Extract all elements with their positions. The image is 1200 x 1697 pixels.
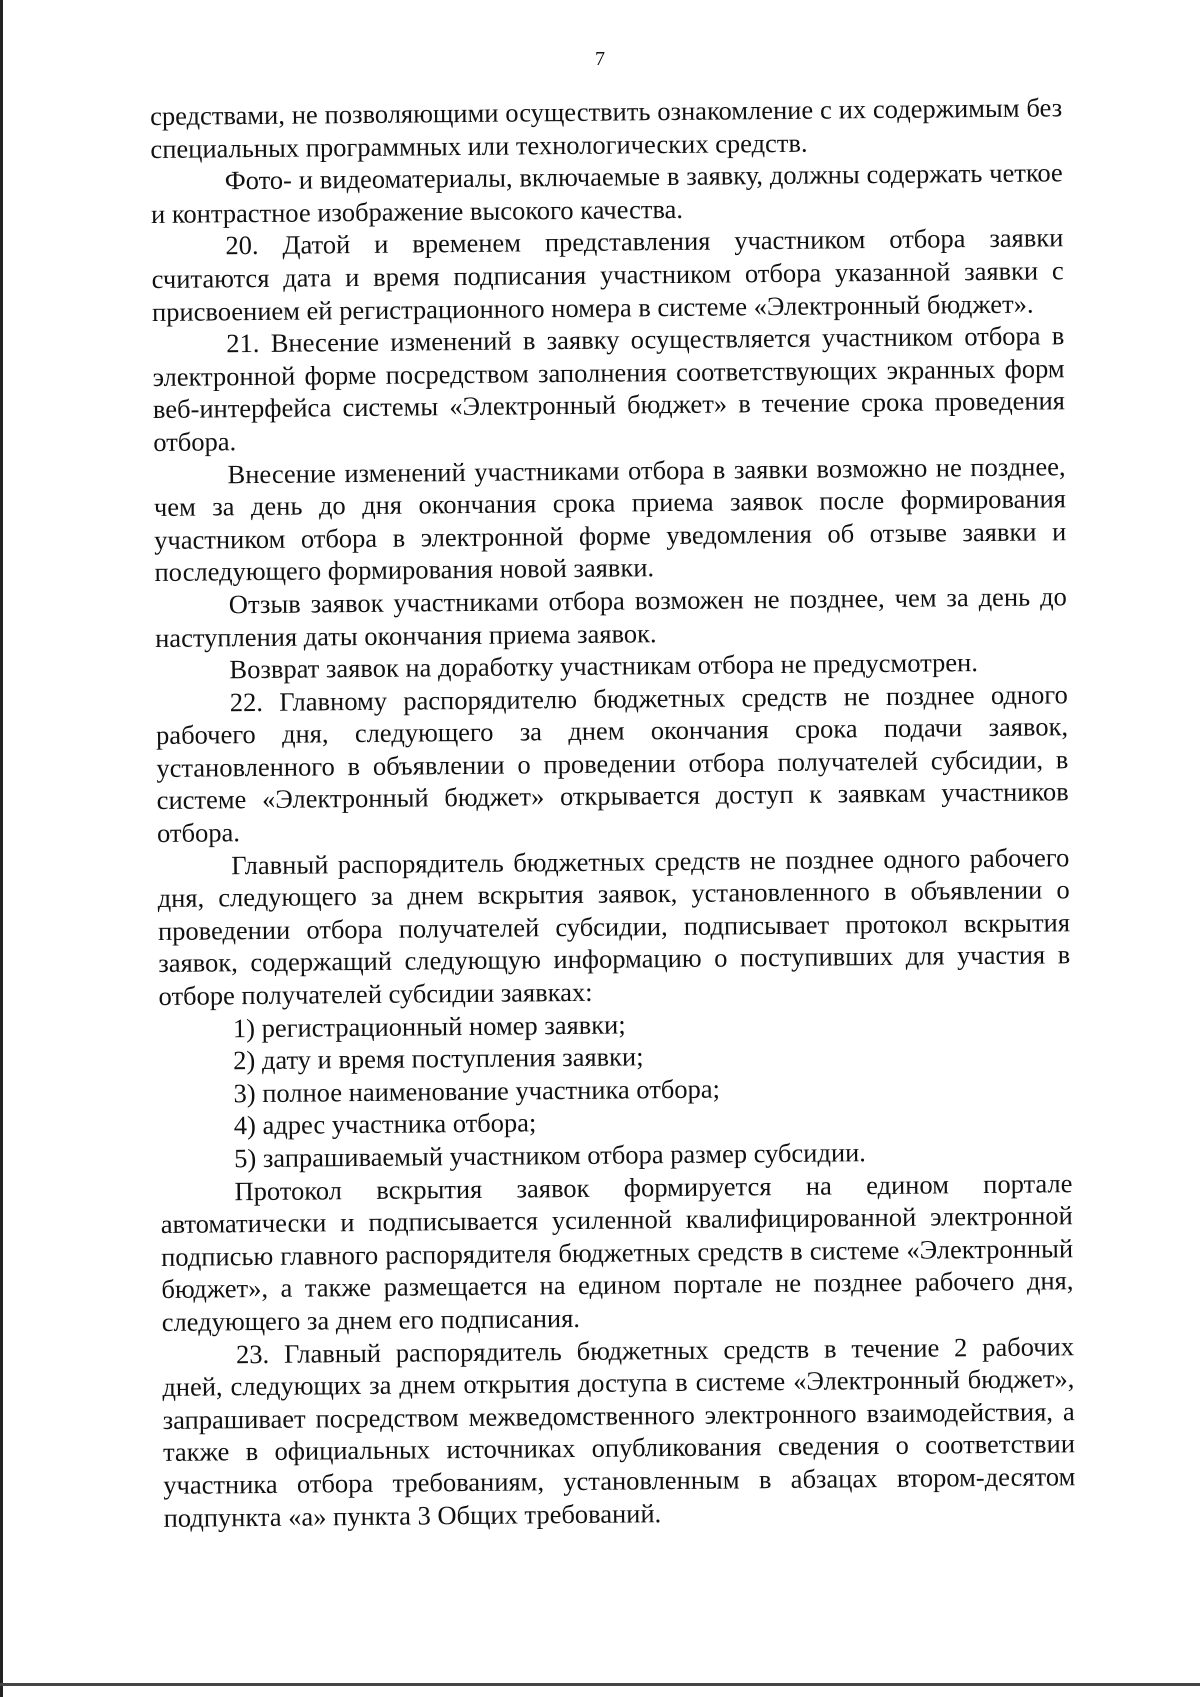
page-number: 7 bbox=[595, 48, 605, 70]
page-bottom-edge bbox=[0, 1683, 1200, 1686]
paragraph: 21. Внесение изменений в заявку осуществляется участником отбора в электронной форме посредством заполнения соответствующих экранных форм веб-интерфейса системы «Электронный бюджет» в течение срока проведения отбора. bbox=[152, 320, 1066, 457]
paragraph: 23. Главный распорядитель бюджетных средств в течение 2 рабочих дней, следующих за днем открытия доступа в системе «Электронный бюджет», запрашивает посредством межведомственного электронного взаимодействия, а также в официальных источниках опубликования сведения о соответствии участника отбора требованиям, установленным в абзацах втором-десятом подпункта «а» пункта 3 Общих требований. bbox=[162, 1330, 1076, 1533]
list-item: 5) запрашиваемый участником отбора размер субсидии. bbox=[234, 1137, 866, 1174]
list-item: 1) регистрационный номер заявки; bbox=[232, 1009, 626, 1043]
paragraph: Внесение изменений участниками отбора в заявки возможно не позднее, чем за день до дня окончания срока приема заявок после формирования участником отбора в электронной форме уведомления об отзыве заявки и последующего формирования новой заявки. bbox=[153, 450, 1067, 588]
paragraph: Отзыв заявок участниками отбора возможен не позднее, чем за день до наступления даты окончания приема заявок. bbox=[155, 581, 1067, 653]
list-item: 3) полное наименование участника отбора; bbox=[233, 1073, 721, 1109]
paragraph: средствами, не позволяющими осуществить ознакомление с их содержимым без специальных программных или технологических средств. bbox=[150, 92, 1063, 164]
document-body bbox=[150, 91, 1076, 1534]
paragraph: 22. Главному распорядителю бюджетных средств не позднее одного рабочего дня, следующего за днем окончания срока подачи заявок, установленного в объявлении о проведении отбора получателей субсидии, в системе «Электронный бюджет» открывается доступ к заявкам участников отбора. bbox=[155, 678, 1069, 849]
list-item: 2) дату и время поступления заявки; bbox=[233, 1041, 644, 1076]
paragraph: Фото- и видеоматериалы, включаемые в заявку, должны содержать четкое и контрастное изображение высокого качества. bbox=[150, 157, 1063, 229]
paragraph: Возврат заявок на доработку участникам отбора не предусмотрен. bbox=[229, 647, 979, 685]
paragraph: 20. Датой и временем представления участником отбора заявки считаются дата и время подписания участником отбора указанной заявки с присвоением ей регистрационного номера в системе «Электронный бюджет». bbox=[151, 222, 1064, 327]
list-item: 4) адрес участника отбора; bbox=[233, 1107, 537, 1141]
paragraph: Протокол вскрытия заявок формируется на едином портале автоматически и подписывается усиленной квалифицированной электронной подписью главного распорядителя бюджетных средств в системе «Электронный бюджет», а также размещается на едином портале не позднее рабочего дня, следующего за днем его подписания. bbox=[160, 1167, 1074, 1337]
page-left-edge bbox=[0, 0, 3, 1697]
paragraph: Главный распорядитель бюджетных средств не позднее одного рабочего дня, следующего за днем вскрытия заявок, установленного в объявлении о проведении отбора получателей субсидии, подписывает протокол вскрытия заявок, содержащий следующую информацию о поступивших для участия в отборе получателей субсидии заявках: bbox=[157, 841, 1071, 1011]
